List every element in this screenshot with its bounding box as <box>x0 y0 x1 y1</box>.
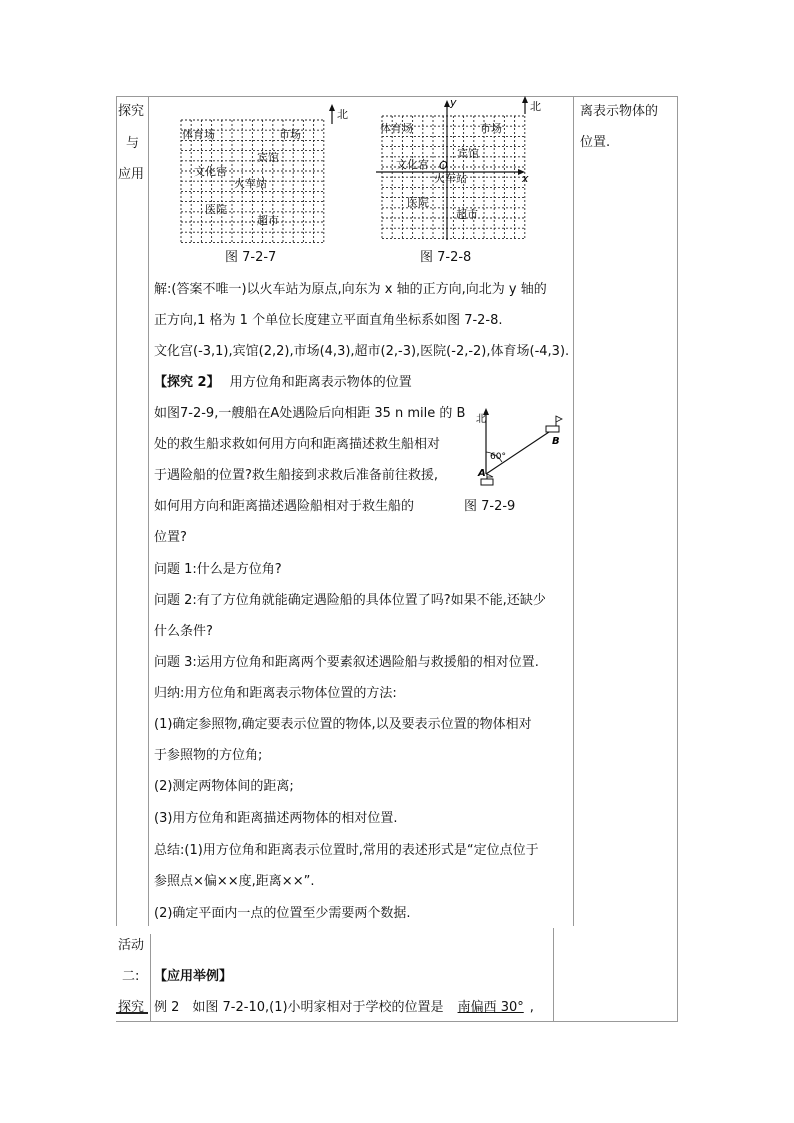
fig2-place-tiyuchang: 体育场 <box>380 122 413 135</box>
fig3-angle-label: 60° <box>490 452 506 462</box>
example-heading: 【应用举例】 <box>154 969 233 984</box>
summary-line-5: (3)用方位角和距离描述两物体的相对位置. <box>154 811 398 826</box>
question-2: 问题 2:有了方位角就能确定遇险船的具体位置了吗?如果不能,还缺少 <box>154 593 546 608</box>
fig1-place-chaoshi: 超市 <box>257 214 279 227</box>
left-label-2: 与 <box>126 136 140 151</box>
fig2-x-label: x <box>522 172 529 185</box>
figure-7-2-9 <box>470 404 570 496</box>
fig2-north-label: 北 <box>530 100 541 113</box>
fig1-place-huochezhan: 火车站 <box>234 177 267 190</box>
table-bottom-border <box>116 1021 678 1022</box>
fig2-place-huochezhan: 火车站 <box>434 172 467 185</box>
summary-line-2: (1)确定参照物,确定要表示位置的物体,以及要表示位置的物体相对 <box>154 717 532 732</box>
table-col-mid2 <box>150 934 151 1022</box>
explore2-title: 用方位角和距离表示物体的位置 <box>229 375 412 390</box>
question-2-cont: 什么条件? <box>154 624 213 639</box>
summary-line-6: 总结:(1)用方位角和距离表示位置时,常用的表述形式是“定位点位于 <box>154 843 539 858</box>
example-line-1 <box>154 999 534 1017</box>
table-col-right <box>573 96 574 926</box>
right-text-2: 位置. <box>580 135 611 150</box>
fig2-place-wenhuagong: 文化宫 <box>396 158 429 171</box>
explore2-line-4: 如何用方向和距离描述遇险船相对于救生船的 <box>154 499 415 514</box>
question-3: 问题 3:运用方位角和距离两个要素叙述遇险船与救援船的相对位置. <box>154 655 539 670</box>
fig2-place-chaoshi: 超市 <box>456 208 478 221</box>
left-label-4: 活动 <box>118 938 145 953</box>
fig2-place-yiyuan: 医院 <box>407 196 429 209</box>
table-col-right2 <box>553 928 554 1022</box>
summary-line-4: (2)测定两物体间的距离; <box>154 779 294 794</box>
fig3-north-label: 北 <box>476 414 486 425</box>
fig1-north-label: 北 <box>337 108 348 121</box>
fig3-point-a: A <box>478 468 486 479</box>
explore2-heading <box>154 374 412 392</box>
example-answer: 南偏西 30° <box>457 1000 524 1015</box>
fig2-caption: 图 7-2-8 <box>420 250 472 265</box>
explore2-heading-tag: 【探究 2】 <box>154 375 220 390</box>
explore2-line-5: 位置? <box>154 530 187 545</box>
fig2-place-shichang: 市场 <box>480 122 502 135</box>
example-prefix: 例 2 如图 7-2-10,(1)小明家相对于学校的位置是 <box>154 1000 444 1015</box>
fig1-place-binguan: 宾馆 <box>257 151 279 164</box>
fig1-place-yiyuan: 医院 <box>205 203 227 216</box>
summary-line-1: 归纳:用方位角和距离表示物体位置的方法: <box>154 686 397 701</box>
summary-line-7: 参照点×偏××度,距离××”. <box>154 874 315 889</box>
explore2-line-2: 处的救生船求救如何用方向和距离描述救生船相对 <box>154 437 441 452</box>
explore2-line-1: 如图7-2-9,一艘船在A处遇险后向相距 35 n mile 的 B <box>154 406 466 421</box>
left-label-5: 二: <box>122 969 140 984</box>
explore2-line-3: 于遇险船的位置?救生船接到求救后准备前往救援, <box>154 468 439 483</box>
summary-line-8: (2)确定平面内一点的位置至少需要两个数据. <box>154 906 411 921</box>
right-text-1: 离表示物体的 <box>580 104 659 119</box>
table-col-left <box>116 96 117 926</box>
solution-line-1: 解:(答案不唯一)以火车站为原点,向东为 x 轴的正方向,向北为 y 轴的 <box>154 282 547 297</box>
fig1-place-shichang: 市场 <box>279 128 301 141</box>
fig1-place-tiyuchang: 体育场 <box>182 128 215 141</box>
left-label-6: 探究 <box>118 1000 145 1015</box>
example-suffix: , <box>529 1000 534 1015</box>
solution-line-3: 文化宫(-3,1),宾馆(2,2),市场(4,3),超市(2,-3),医院(-2,-2),体育场(-4,3). <box>154 344 570 359</box>
fig1-place-wenhuagong: 文化宫 <box>194 165 227 178</box>
figure-7-2-7 <box>175 104 355 244</box>
explore2-fig-caption: 图 7-2-9 <box>464 499 516 514</box>
solution-line-2: 正方向,1 格为 1 个单位长度建立平面直角坐标系如图 7-2-8. <box>154 313 503 328</box>
summary-line-3: 于参照物的方位角; <box>154 748 263 763</box>
fig1-caption: 图 7-2-7 <box>225 250 277 265</box>
table-col-mid <box>148 96 149 926</box>
left-label-3: 应用 <box>118 167 145 182</box>
fig2-place-binguan: 宾馆 <box>457 147 479 160</box>
fig2-y-label: y <box>450 96 457 109</box>
table-col-outer <box>677 96 678 1022</box>
figure-7-2-8 <box>372 96 547 244</box>
question-1: 问题 1:什么是方位角? <box>154 562 282 577</box>
left-label-1: 探究 <box>118 104 145 119</box>
fig2-origin-label: O <box>439 159 448 172</box>
fig3-point-b: B <box>552 436 560 447</box>
